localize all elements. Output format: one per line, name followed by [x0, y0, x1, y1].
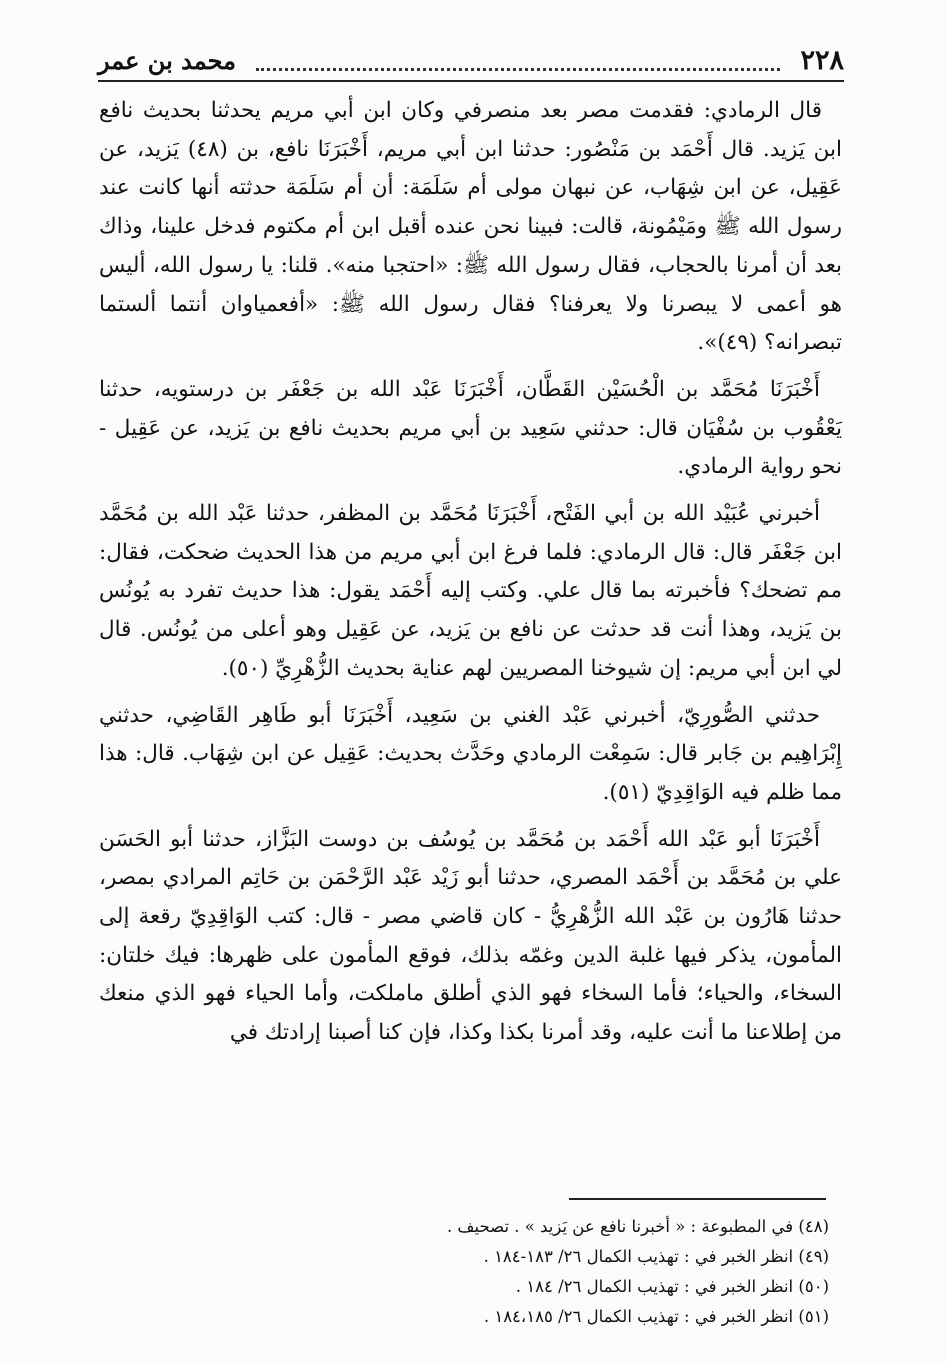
paragraph: أخبرني عُبَيْد الله بن أبي الفَتْح، أَخْبَرَنَا مُحَمَّد بن المظفر، حدثنا عَبْد الله بن مُحَمَّد ابن جَعْفَر قال: قال الرمادي: فلما فرغ ابن أبي مريم من هذا الحديث ضحكت، فقال: مم تضحك؟ فأخبرته بما قال علي. وكتب إليه أَحْمَد يقول: هذا حديث تفرد به يُونُس بن يَزيد، وهذا أنت قد حدثت عن نافع بن يَزيد، عن عَقِيل وهو أعلى من يُونُس. قال لي ابن أبي مريم: إن شيوخنا المصريين لهم عناية بحديث الزُّهْرِيِّ (٥٠). [99, 501, 842, 681]
main-text [99, 92, 842, 1061]
header-dot-leader [256, 50, 781, 71]
paragraph: أَخْبَرَنَا مُحَمَّد بن الْحُسَيْن القَطَّان، أَخْبَرَنَا عَبْد الله بن جَعْفَر بن درستويه، حدثنا يَعْقُوب بن سُفْيَان قال: حدثني سَعِيد بن أبي مريم بحديث نافع بن يَزيد، عن عَقِيل - نحو رواية الرمادي. [99, 376, 842, 480]
running-title: محمد بن عمر [98, 45, 236, 75]
page-header [98, 40, 844, 82]
footnotes [229, 1212, 829, 1332]
footnote: (٤٨) في المطبوعة : « أخبرنا نافع عن يَزيد » . تصحيف . [446, 1217, 829, 1236]
footnote: (٥٠) انظر الخبر في : تهذيب الكمال ٢٦/ ١٨٤ . [515, 1277, 829, 1296]
footnote: (٤٩) انظر الخبر في : تهذيب الكمال ٢٦/ ١٨٣-١٨٤ . [483, 1247, 829, 1266]
page-number: ٢٢٨ [800, 44, 844, 76]
footnote-separator [569, 1198, 826, 1200]
paragraph: قال الرمادي: فقدمت مصر بعد منصرفي وكان ابن أبي مريم يحدثنا بحديث نافع ابن يَزيد. قال أَحْمَد بن مَنْصُور: حدثنا ابن أبي مريم، أَخْبَرَنَا نافع، بن (٤٨) يَزيد، عن عَقِيل، عن ابن شِهَاب، عن نبهان مولى أم سَلَمَة: أن أم سَلَمَة حدثته أنها كانت عند رسول الله ﷺ ومَيْمُونة، قالت: فبينا نحن عنده أقبل ابن أم مكتوم فدخل علينا، وذاك بعد أن أمرنا بالحجاب، فقال رسول الله ﷺ: «احتجبا منه». قلنا: يا رسول الله، أليس هو أعمى لا يبصرنا ولا يعرفنا؟ فقال رسول الله ﷺ: «أفعمياوان أنتما ألستما تبصرانه؟ (٤٩)». [99, 98, 842, 356]
paragraph: أَخْبَرَنَا أبو عَبْد الله أَحْمَد بن مُحَمَّد بن يُوسُف بن دوست البَزَّاز، حدثنا أبو الحَسَن علي بن مُحَمَّد بن أَحْمَد المصري، حدثنا أبو زَيْد عَبْد الرَّحْمَن بن حَاتِم المرادي بمصر، حدثنا هَارُون بن عَبْد الله الزُّهْرِيُّ - كان قاضي مصر - قال: كتب الوَاقِدِيّ رقعة إلى المأمون، يذكر فيها غلبة الدين وغمّه بذلك، فوقع المأمون على ظهرها: فيك خلتان: السخاء، والحياء؛ فأما السخاء فهو الذي أطلق ماملكت، وأما الحياء فهو الذي منعك من إطلاعنا ما أنت عليه، وقد أمرنا بكذا وكذا، فإن كنا أصبنا إرادتك في [99, 826, 842, 1046]
footnote: (٥١) انظر الخبر في : تهذيب الكمال ٢٦/ ١٨٤،١٨٥ . [483, 1307, 829, 1326]
paragraph: حدثني الصُّورِيّ، أخبرني عَبْد الغني بن سَعِيد، أَخْبَرَنَا أبو طَاهِر القَاضِي، حدثني إِبْرَاهِيم بن جَابر قال: سَمِعْت الرمادي وحَدَّث بحديث: عَقِيل عن ابن شِهَاب. قال: هذا مما ظلم فيه الوَاقِدِيّ (٥١). [99, 702, 842, 805]
